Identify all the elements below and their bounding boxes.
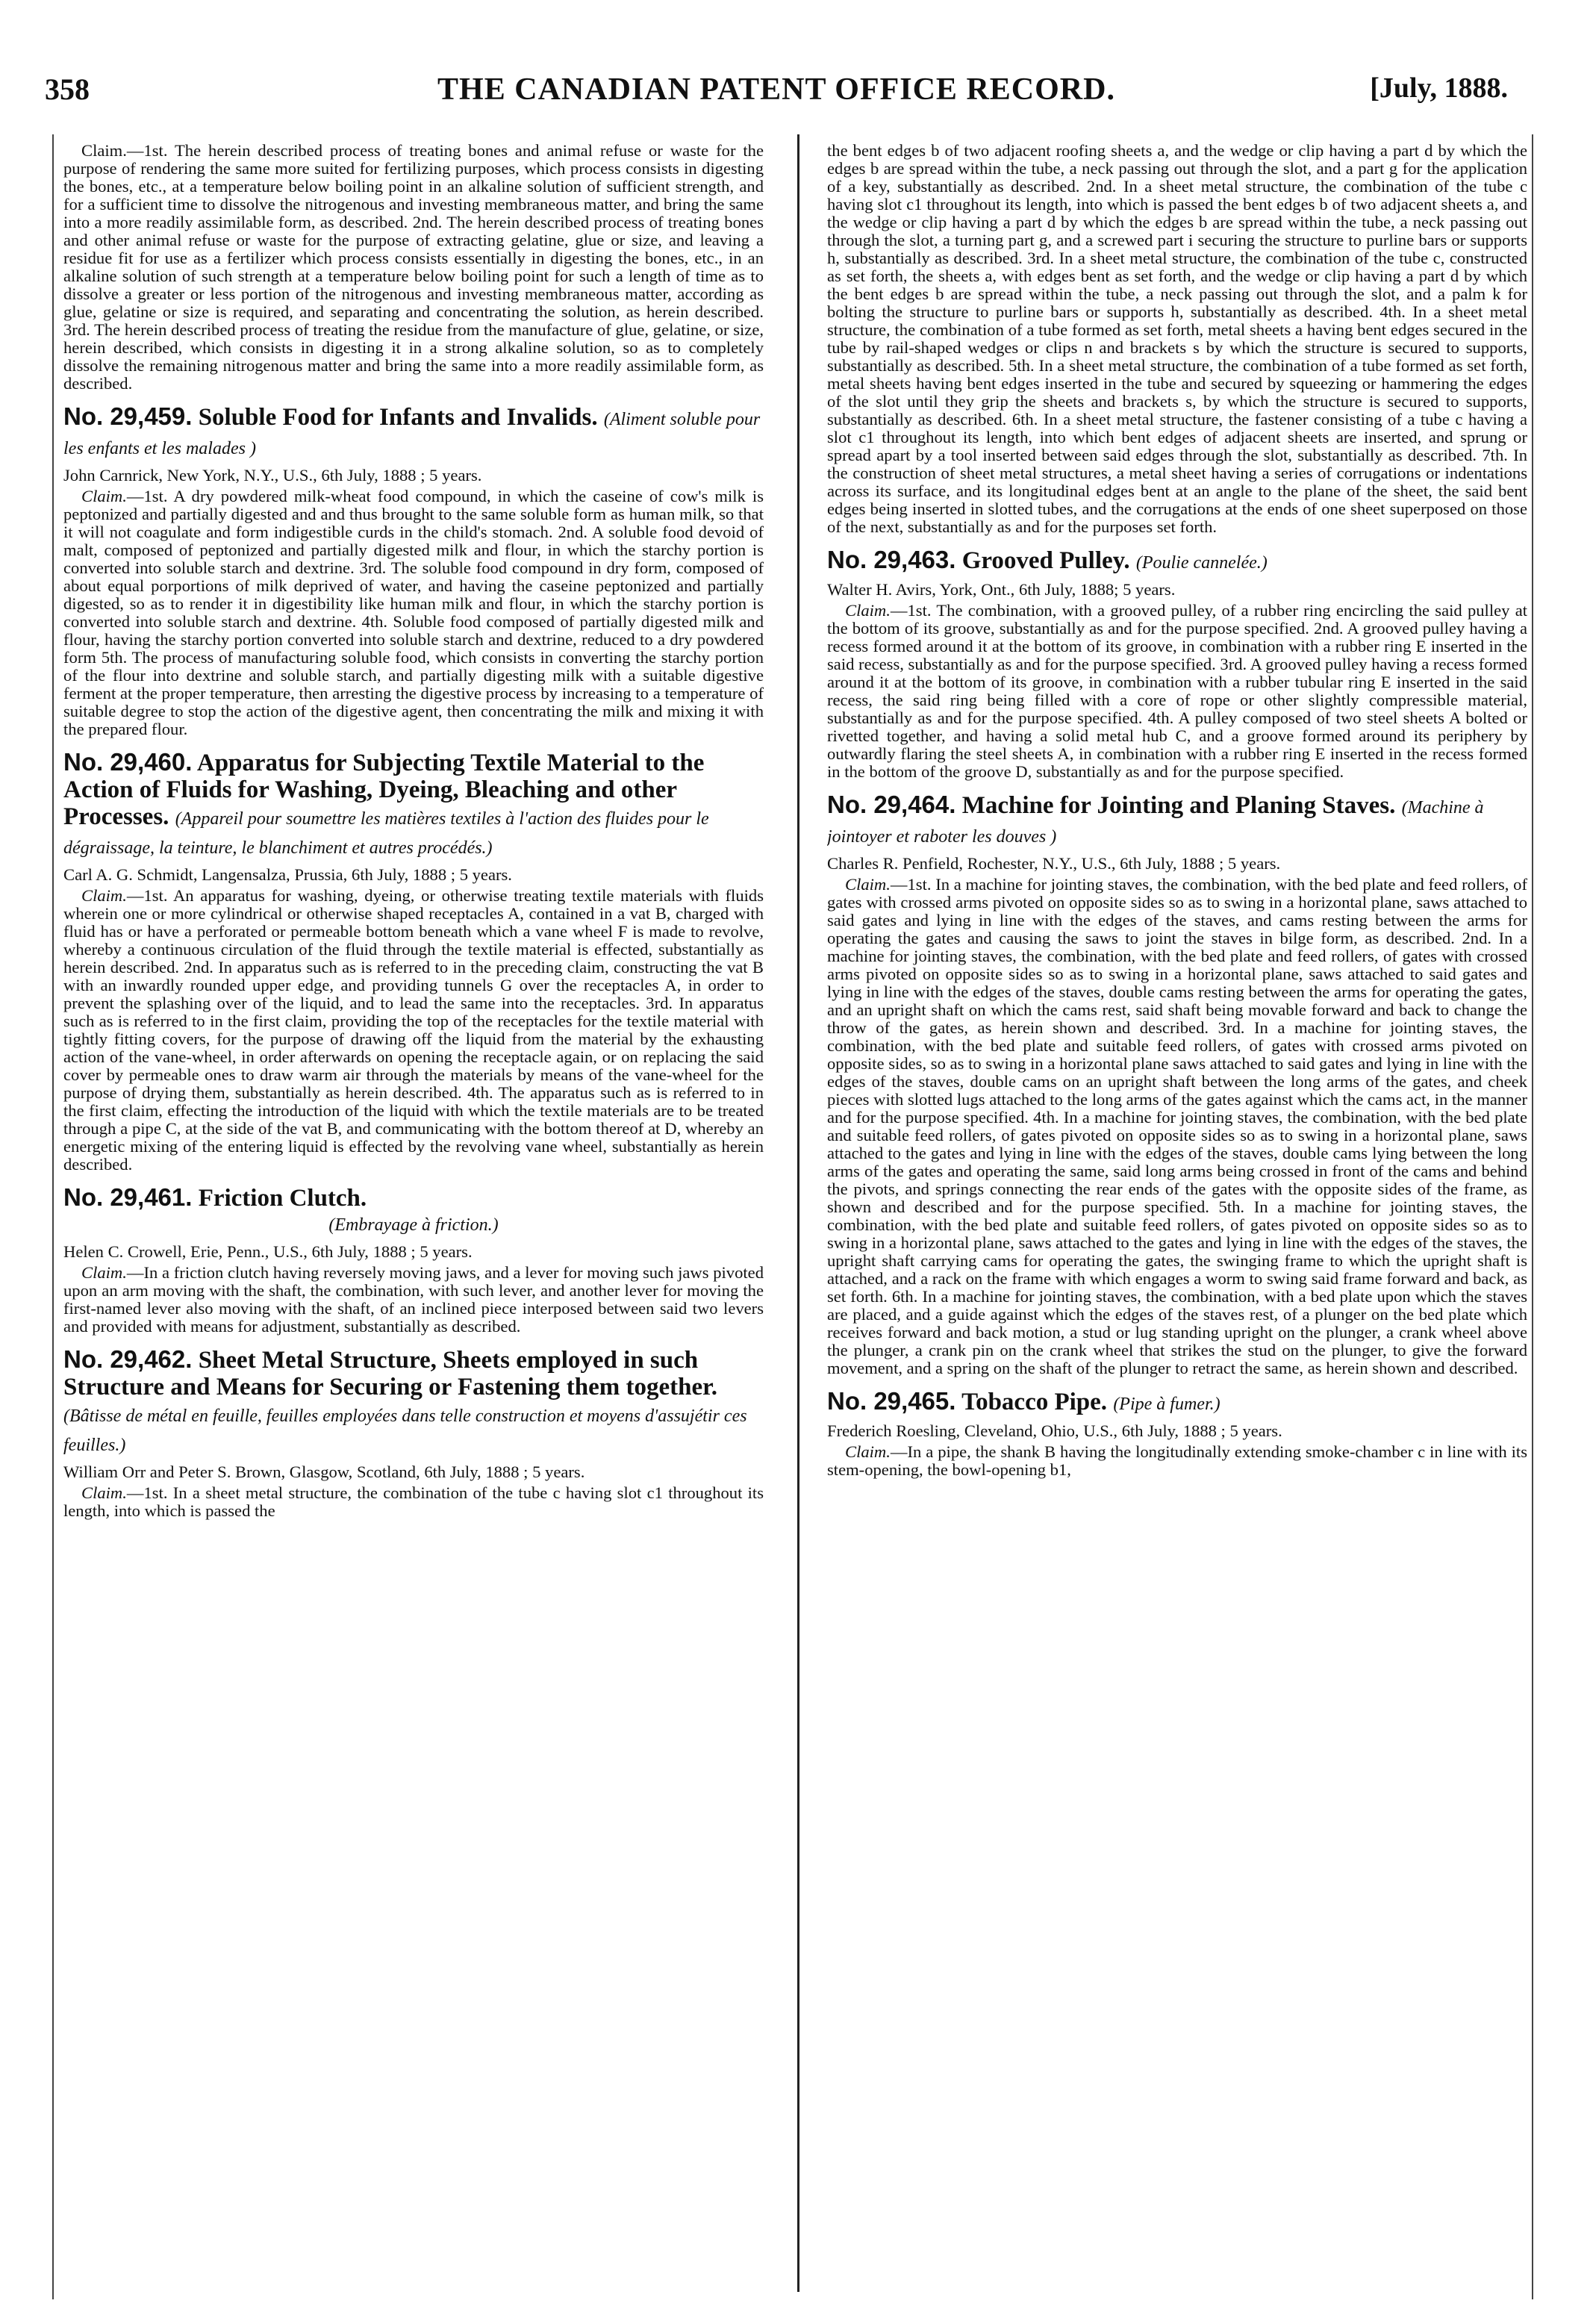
patent-claim xyxy=(827,876,1527,1377)
patent-title: Grooved Pulley. xyxy=(961,547,1130,574)
claim-label: Claim. xyxy=(845,1442,891,1461)
patent-title: Friction Clutch. xyxy=(198,1185,367,1212)
page-number: 358 xyxy=(45,72,90,106)
patent-number: No. 29,463. xyxy=(827,546,956,573)
patent-title: Machine for Jointing and Planing Staves. xyxy=(961,792,1396,819)
page-header xyxy=(45,72,1508,116)
patent-french-title: (Pipe à fumer.) xyxy=(1113,1395,1221,1414)
patent-claim xyxy=(827,1443,1527,1479)
claim-text: —1st. A dry powdered milk-wheat food compound, in which the caseine of cow's milk is peptonized and partially digested and and thus brought to the same soluble form as human milk, so that it will not coagulate and form indigestible curds in the child's stomach. 2nd. A soluble food devoid of malt, composed of peptonized and partially digested milk and flour, in which the starchy portion is converted into soluble starch and dextrine. 3rd. The soluble food compound in dry form, composed of about equal porportions of milk deprived of water, and having the caseine peptonized and partially digested, so as to render it in digestibility like human milk and flour, in which the starchy portion is converted into soluble starch and dextrine. 4th. Soluble food composed of partially digested milk and flour, having the starchy portion converted into soluble starch and dextrine, reduced to a dry powdered form 5th. The process of manufacturing soluble food, which consists in converting the starchy portion of the flour into dextrine and soluble starch, and partially digesting milk with a suitable digestive ferment at the proper temperature, then arresting the digestive process by increasing to a temperature of suitable degree to stop the action of the digestive agent, then concentrating the milk and mixing it with the prepared flour. xyxy=(63,487,764,738)
patent-number: No. 29,459. xyxy=(63,402,193,430)
patent-number: No. 29,464. xyxy=(827,791,956,818)
patent-heading xyxy=(827,791,1527,850)
patent-heading xyxy=(827,1388,1527,1418)
patent-entry xyxy=(827,546,1527,781)
patent-heading xyxy=(63,1184,764,1239)
patent-heading xyxy=(827,546,1527,576)
patent-claim xyxy=(63,1264,764,1336)
patent-french-title: (Bâtisse de métal en feuille, feuilles employées dans telle construction et moyens d'assujétir ces feuilles.) xyxy=(63,1406,747,1455)
claim-label: Claim. xyxy=(81,886,127,905)
patent-title: Tobacco Pipe. xyxy=(961,1389,1108,1415)
patent-french-title: (Appareil pour soumettre les matières textiles à l'action des fluides pour le dégraissage, la teinture, le blanchiment et autres procédés.) xyxy=(63,809,709,858)
patent-inventor: Charles R. Penfield, Rochester, N.Y., U.S., 6th July, 1888 ; 5 years. xyxy=(827,854,1281,873)
patent-entry xyxy=(827,1388,1527,1479)
left-column xyxy=(63,142,764,2292)
continued-claim: the bent edges b of two adjacent roofing sheets a, and the wedge or clip having a part d by which the edges b are spread within the tube, a neck passing out through the slot, and a part g for the application of a key, substantially as described. 2nd. In a sheet metal structure, the combination of the tube c having slot c1 throughout its length, into which is passed the bent edges b of two adjacent sheets a, and the wedge or clip having a part d by which the edges b are spread within the tube, a neck passing out through the slot, a turning part g, and a screwed part i securing the structure to purline bars or supports h, substantially as described. 3rd. In a sheet metal structure, the combination of the tube c, constructed as set forth, the sheets a, with edges bent as set forth, and the wedge or clip having a part d by which the bent edges b are spread within the tube, a neck passing out through the slot, and a palm k for bolting the structure to purline bars or supports h, substantially as described. 4th. In a sheet metal structure, the combination of a tube formed as set forth, metal sheets a having bent edges secured in the tube by rail-shaped wedges or clips n and brackets s by which the structure is secured to supports, substantially as described. 5th. In a sheet metal structure, the combination of a tube formed as set forth, metal sheets having bent edges inserted in the tube and secured by squeezing or hammering the edges of the slot until they grip the sheets and brackets s, by which the structure is secured to supports, substantially as described. 6th. In a sheet metal structure, the fastener consisting of a tube c having a slot c1 throughout its length, into which bent edges of adjacent sheets are inserted, and sprung or spread apart by a tool inserted between said edges through the slot, substantially as described. 7th. In the construction of sheet metal structures, a metal sheet having a series of corrugations or indentations across its surface, and its longitudinal edges bent at an angle to the plane of the sheet, the said bent edges being inserted in slotted tubes, and the corrugations at the ends of one sheet superposed on those of the next, substantially as and for the purposes set forth. xyxy=(827,142,1527,536)
issue-date: [July, 1888. xyxy=(1370,72,1508,104)
claim-label: Claim. xyxy=(81,1483,127,1502)
patent-french-title: (Poulie cannelée.) xyxy=(1135,553,1268,573)
patent-entry xyxy=(827,791,1527,1377)
patent-inventor: Helen C. Crowell, Erie, Penn., U.S., 6th July, 1888 ; 5 years. xyxy=(63,1242,473,1261)
journal-title: THE CANADIAN PATENT OFFICE RECORD. xyxy=(437,72,1115,107)
claim-label: Claim. xyxy=(81,1263,127,1282)
patent-entry xyxy=(63,1346,764,1520)
patent-number: No. 29,465. xyxy=(827,1387,956,1415)
patent-number: No. 29,461. xyxy=(63,1183,193,1211)
claim-text: —1st. An apparatus for washing, dyeing, or otherwise treating textile materials with fluids wherein one or more cylindrical or otherwise shaped receptacles A, contained in a vat B, charged with fluid has or have a perforated or permeable bottom beneath which a vane wheel F is made to revolve, whereby a continuous circulation of the fluid through the textile material is effected, substantially as herein described. 2nd. In apparatus such as is referred to in the preceding claim, constructing the vat B with an inwardly rounded upper edge, and providing tunnels G over the receptacles A, in order to prevent the splashing over of the liquid, and to lead the same into the receptacles. 3rd. In apparatus such as is referred to in the first claim, providing the top of the receptacles for the textile material with tightly fitting covers, for the purpose of drawing off the liquid from the material by the exhausting action of the vane-wheel, in order afterwards on opening the receptacle again, or on replacing the said cover by permeable ones to draw warm air through the materials by means of the vane-wheel for the purpose of drying them, substantially as herein described. 4th. The apparatus such as is referred to in the first claim, effecting the introduction of the liquid with which the textile materials are to be treated through a pipe C, at the side of the vat B, and communicating with the bottom thereof at D, whereby an energetic mixing of the entering liquid is effected by the revolving vane wheel, substantially as herein described. xyxy=(63,886,764,1174)
claim-text: —In a pipe, the shank B having the longitudinally extending smoke-chamber c in line with its stem-opening, the bowl-opening b1, xyxy=(827,1442,1527,1479)
patent-heading xyxy=(63,749,764,862)
patent-claim xyxy=(63,487,764,738)
claim-text: —1st. The combination, with a grooved pulley, of a rubber ring encircling the said pulley at the bottom of its groove, substantially as and for the purpose specified. 2nd. A grooved pulley having a recess formed around it at the bottom of its groove, in combination with a rubber ring E inserted in the said recess, substantially as and for the purpose specified. 3rd. A grooved pulley having a recess formed around it at the bottom of its groove, in combination with a rubber tubular ring E inserted in the said recess, the said ring being filled with a core of rope or other slightly compressible material, substantially as and for the purpose specified. 4th. A pulley composed of two steel sheets A bolted or rivetted together, and having a solid metal hub C, and a groove formed around its periphery by outwardly flaring the steel sheets A, in combination with a rubber ring E inserted in the recess formed in the bottom of the groove D, substantially as and for the purpose specified. xyxy=(827,601,1527,781)
patent-number: No. 29,462. xyxy=(63,1345,193,1373)
patent-inventor: William Orr and Peter S. Brown, Glasgow, Scotland, 6th July, 1888 ; 5 years. xyxy=(63,1462,585,1481)
patent-claim xyxy=(63,1484,764,1520)
claim-label: Claim. xyxy=(845,875,891,894)
patent-french-title: (Machine à jointoyer et raboter les douves ) xyxy=(827,798,1484,847)
claim-text: —1st. In a sheet metal structure, the combination of the tube c having slot c1 throughout its length, into which is passed the xyxy=(63,1483,764,1520)
continued-claim: Claim.—1st. The herein described process of treating bones and animal refuse or waste for the purpose of rendering the same more suited for fertilizing purposes, which process consists in digesting the bones, etc., at a temperature below boiling point in an alkaline solution of sufficient strength, and for a sufficient time to dissolve the nitrogenous and investing membraneous matter, and bring the same into a more readily assimilable form, as described. 2nd. The herein described process of treating bones and other animal refuse or waste for the purpose of extracting gelatine, glue or size, and leaving a residue fit for use as a fertilizer which process consists essentially in digesting the bones, etc., in an alkaline solution of such strength at a temperature below boiling point for such a length of time as to dissolve a greater or less portion of the nitrogenous and investing membraneous matter, according as glue, gelatine or size is required, and separating and concentrating the solution, as herein described. 3rd. The herein described process of treating the residue from the manufacture of glue, gelatine, or size, herein described, which consists in digesting it in a strong alkaline solution, so as to completely dissolve the remaining nitrogenous matter and bring the same into a more readily assimilable form, as described. xyxy=(63,142,764,393)
column-divider xyxy=(797,134,799,2292)
patent-heading xyxy=(63,403,764,462)
patent-heading xyxy=(63,1346,764,1459)
patent-inventor: John Carnrick, New York, N.Y., U.S., 6th July, 1888 ; 5 years. xyxy=(63,466,482,485)
patent-entry xyxy=(63,1184,764,1336)
patent-claim xyxy=(827,602,1527,781)
patent-french-title: (Embrayage à friction.) xyxy=(328,1215,499,1235)
claim-text: —1st. In a machine for jointing staves, the combination, with the bed plate and feed rollers, of gates with crossed arms pivoted on opposite sides so as to swing in a horizontal plane, saws attached to said gates and lying in line with the edges of the staves, and cams resting between the arms for operating the gates and causing the saws to joint the staves in bilge form, as described. 2nd. In a machine for jointing staves, the combination, with the bed plate and feed rollers, of gates with crossed arms pivoted on opposite sides so as to swing in a horizontal plane, saws attached to said gates and lying in line with the edges of the staves, double cams resting between the arms for operating the gates, and an upright shaft on which the cams rest, said shaft being movable forward and back to change the throw of the gates, as herein shown and described. 3rd. In a machine for jointing staves, the combination, with the bed plate and suitable feed rollers, of gates with crossed arms pivoted on opposite sides, so as to swing in a horizontal plane saws attached to said gates and lying in line with the edges of the staves, double cams on an upright shaft between the long arms of the gates, and cheek pieces with slotted lugs attached to the long arms of the gates against which the cams act, in the manner and for the purpose specified. 4th. In a machine for jointing staves, the combination, with the bed plate and suitable feed rollers, of gates pivoted on opposite sides so as to swing in a horizontal plane, saws attached to the gates and lying in line with the edges of the staves, double cams lying between the long arms of the gates and operating the same, said long arms being crossed in front of the cams and behind the pivots, and springs connecting the rear ends of the gates with the opposite sides of the frame, as shown and described and for the purpose specified. 5th. In a machine for jointing staves, the combination, with the bed plate and suitable feed rollers, of gates pivoted on opposite sides so as to swing in a horizontal plane, saws attached to the gates and lying in line with the edges of the staves, the upright shaft carrying cams for operating the gates, the swinging frame to which the upright shaft is attached, and a rack on the frame with which engages a worm to swing said frame forward and back, as set forth. 6th. In a machine for jointing staves, the combination, with a bed plate upon which the staves are placed, and a guide against which the edges of the staves rest, of a plunger on the bed plate which receives forward and back motion, a stud or lug standing upright on the plunger, a crank wheel above the plunger, a crank pin on the crank wheel that strikes the stud on the plunger, to give the forward movement, and a spring on the shaft of the plunger to retract the same, as herein shown and described. xyxy=(827,875,1527,1377)
claim-text: —In a friction clutch having reversely moving jaws, and a lever for moving such jaws pivoted upon an arm moving with the shaft, the combination, with such lever, and another lever for moving the first-named lever also moving with the shaft, of an inclined piece interposed between said two levers and provided with means for adjustment, substantially as described. xyxy=(63,1263,764,1336)
patent-inventor: Carl A. G. Schmidt, Langensalza, Prussia, 6th July, 1888 ; 5 years. xyxy=(63,865,512,884)
patent-inventor: Frederich Roesling, Cleveland, Ohio, U.S., 6th July, 1888 ; 5 years. xyxy=(827,1421,1282,1440)
patent-french-title: (Aliment soluble pour les enfants et les malades ) xyxy=(63,410,761,458)
patent-inventor: Walter H. Avirs, York, Ont., 6th July, 1888; 5 years. xyxy=(827,580,1176,599)
patent-entry xyxy=(63,403,764,738)
patent-title: Sheet Metal Structure, Sheets employed in such Structure and Means for Securing or Fastening them together. xyxy=(63,1347,717,1401)
patent-number: No. 29,460. xyxy=(63,748,193,776)
patent-title: Apparatus for Subjecting Textile Material to the Action of Fluids for Washing, Dyeing, Bleaching and other Processes. xyxy=(63,750,705,830)
claim-label: Claim. xyxy=(845,601,891,620)
patent-title: Soluble Food for Infants and Invalids. xyxy=(198,404,598,431)
claim-label: Claim. xyxy=(81,487,127,505)
right-column xyxy=(827,142,1527,2292)
patent-claim xyxy=(63,887,764,1174)
patent-entry xyxy=(63,749,764,1174)
